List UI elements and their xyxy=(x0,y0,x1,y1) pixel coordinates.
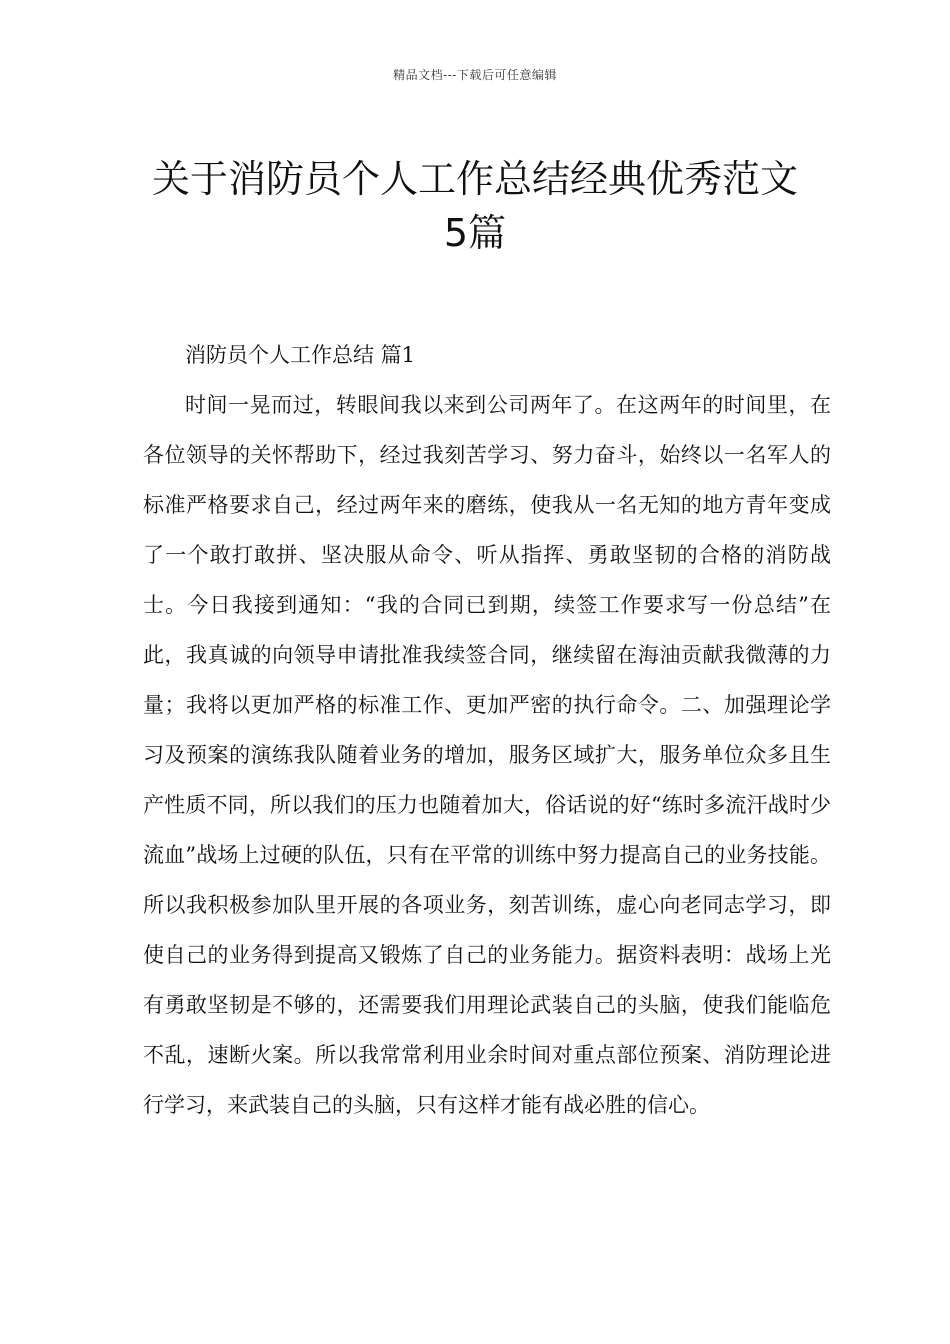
document-body xyxy=(143,330,831,1130)
body-paragraph: 时间一晃而过，转眼间我以来到公司两年了。在这两年的时间里，在各位领导的关怀帮助下，经过我刻苦学习、努力奋斗，始终以一名军人的标准严格要求自己，经过两年来的磨练，使我从一名无知的地方青年变成了一个敢打敢拼、坚决服从命令、听从指挥、勇敢坚韧的合格的消防战士。今日我接到通知：“我的合同已到期，续签工作要求写一份总结”在此，我真诚的向领导申请批准我续签合同，继续留在海油贡献我微薄的力量；我将以更加严格的标准工作、更加严密的执行命令。二、加强理论学习及预案的演练我队随着业务的增加，服务区域扩大，服务单位众多且生产性质不同，所以我们的压力也随着加大，俗话说的好“练时多流汗战时少流血”战场上过硬的队伍，只有在平常的训练中努力提高自己的业务技能。所以我积极参加队里开展的各项业务，刻苦训练，虚心向老同志学习，即使自己的业务得到提高又锻炼了自己的业务能力。据资料表明：战场上光有勇敢坚韧是不够的，还需要我们用理论武装自己的头脑，使我们能临危不乱，速断火案。所以我常常利用业余时间对重点部位预案、消防理论进行学习，来武装自己的头脑，只有这样才能有战必胜的信心。 xyxy=(143,393,831,1117)
page-header-note: 精品文档---下载后可任意编辑 xyxy=(393,68,557,82)
document-title xyxy=(100,152,850,260)
title-line-1: 关于消防员个人工作总结经典优秀范文 xyxy=(151,157,798,202)
title-line-2: 5篇 xyxy=(443,211,507,256)
section-heading: 消防员个人工作总结 篇1 xyxy=(185,343,416,367)
